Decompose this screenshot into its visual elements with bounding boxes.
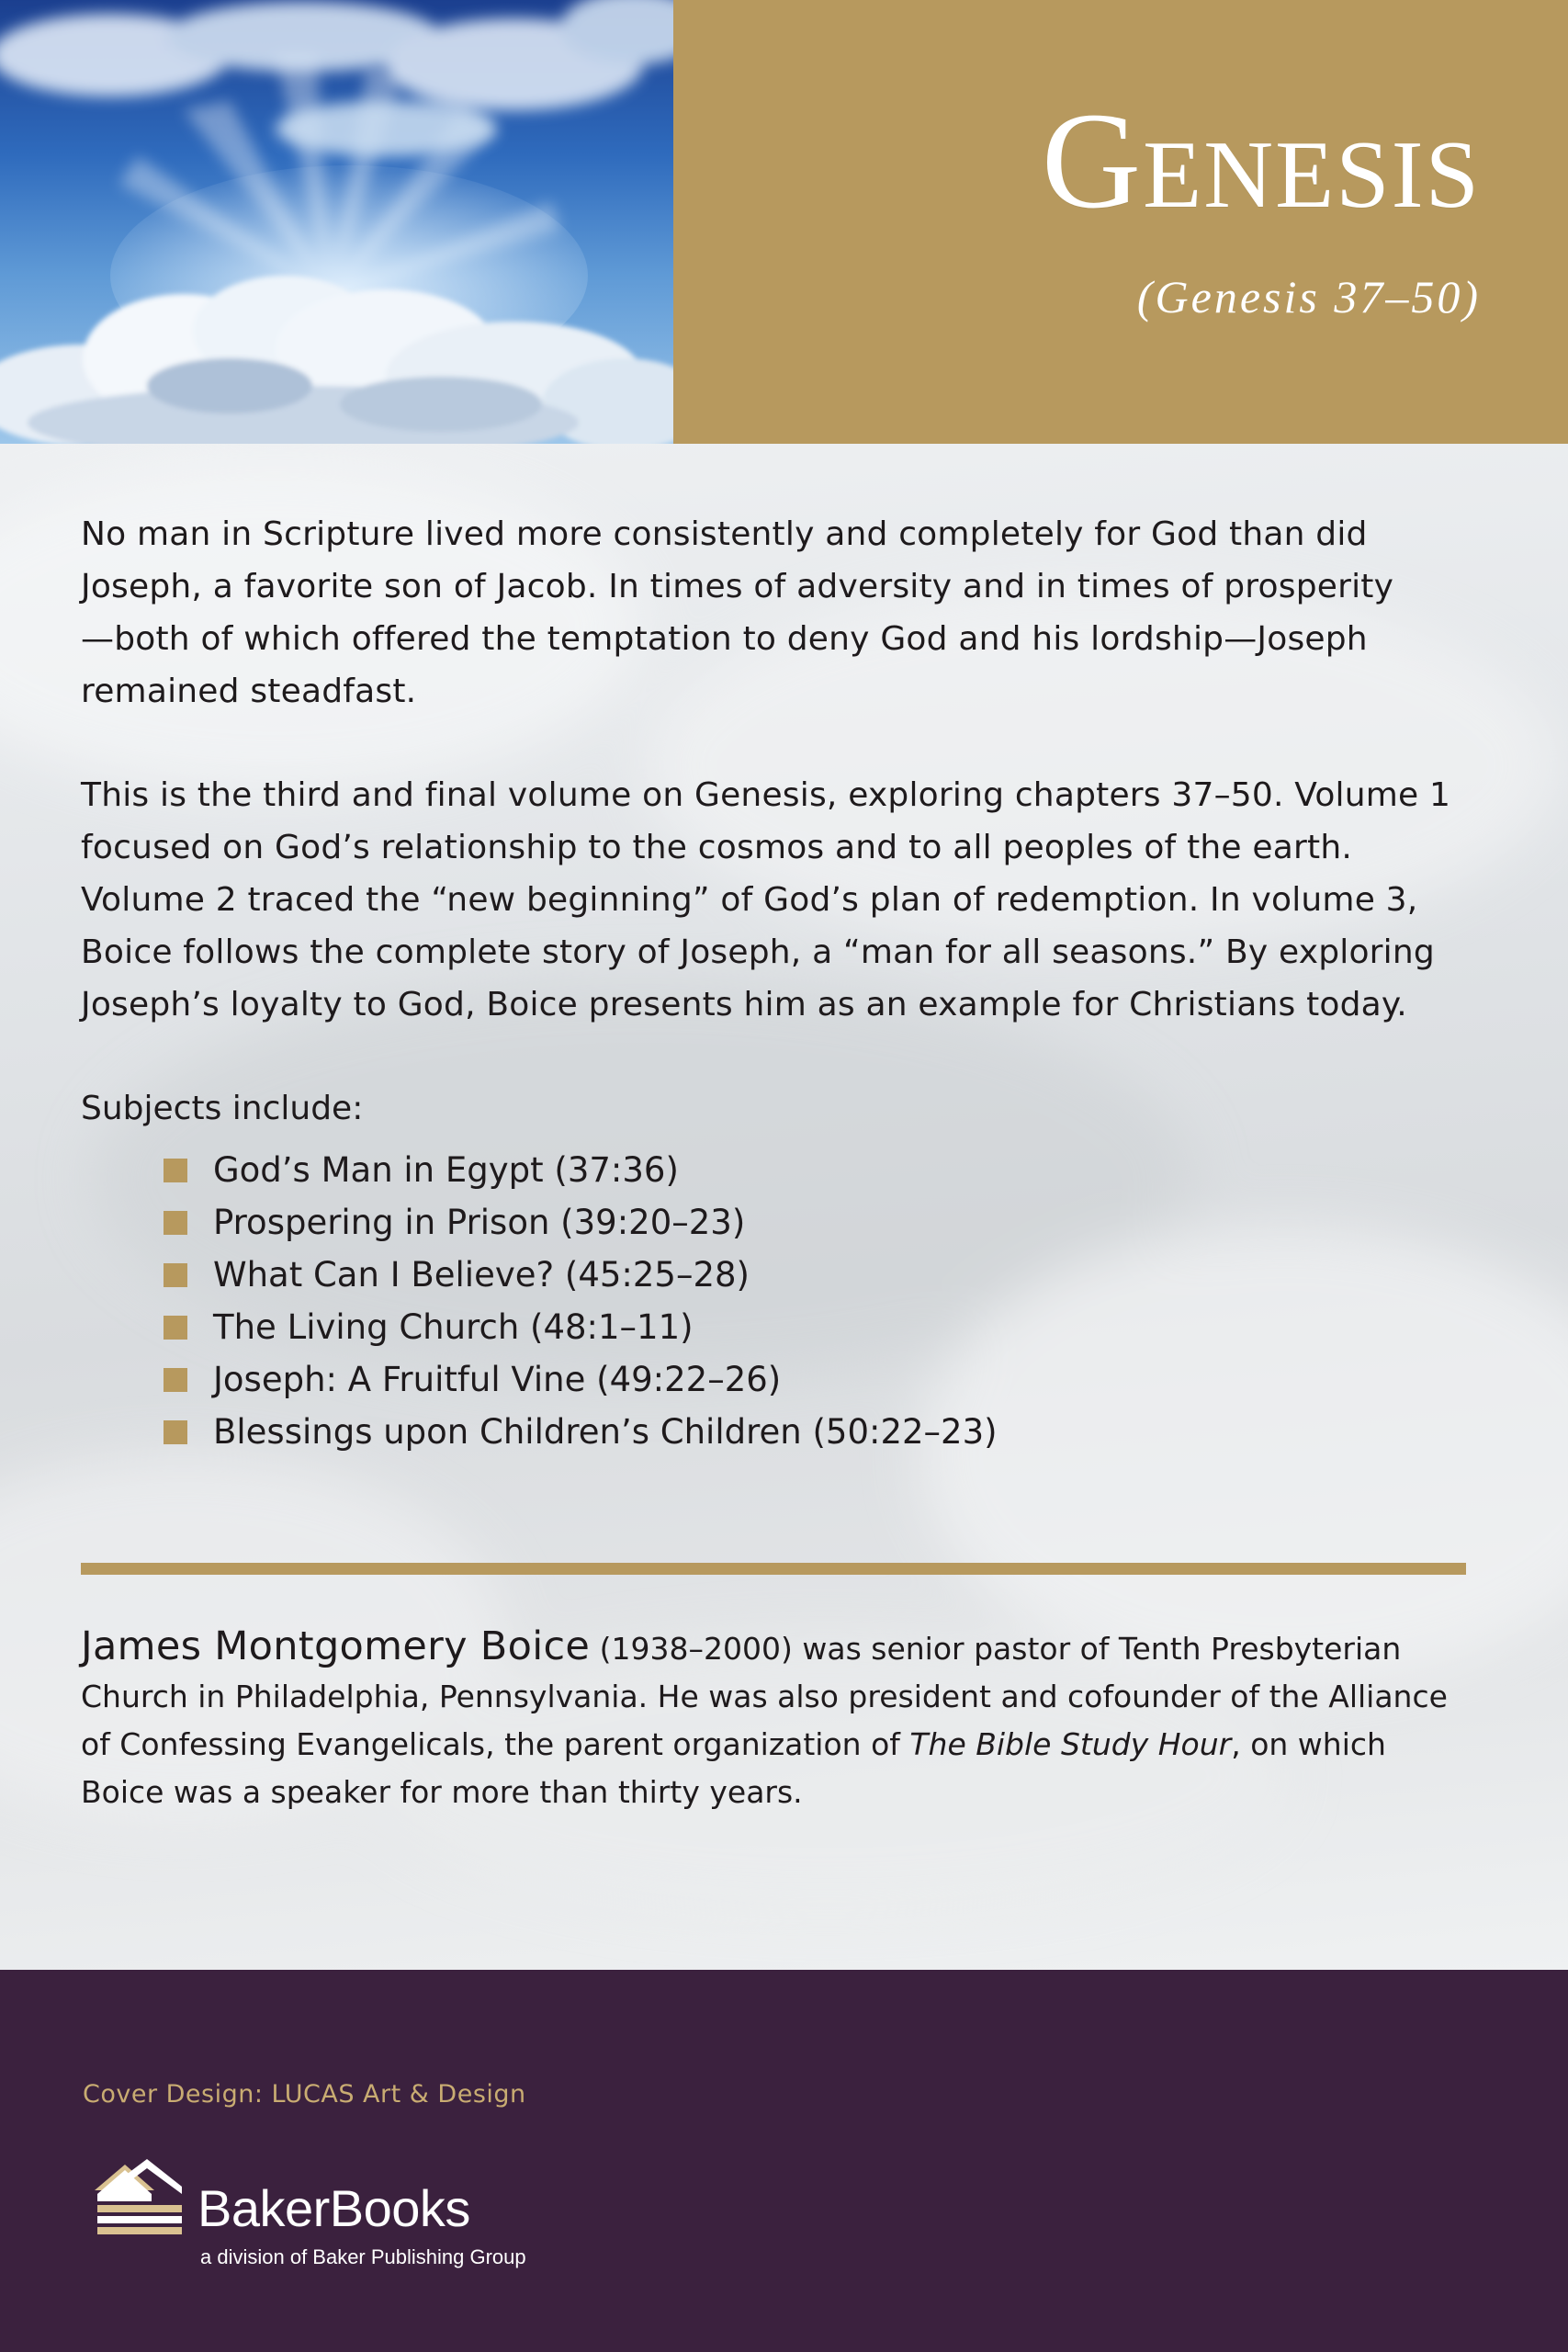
- subject-item: [164, 1301, 1477, 1353]
- program-title: The Bible Study Hour: [909, 1726, 1232, 1762]
- book-subtitle: (Genesis 37–50): [1136, 271, 1481, 322]
- publisher-name: BakerBooks: [197, 2179, 470, 2237]
- square-bullet-icon: [164, 1211, 187, 1235]
- square-bullet-icon: [164, 1159, 187, 1182]
- subjects-label: Subjects include:: [81, 1090, 364, 1127]
- sky-clouds-illustration: [0, 0, 673, 444]
- subject-text: God’s Man in Egypt (37:36): [213, 1150, 679, 1190]
- book-title: Genesis: [1041, 85, 1481, 237]
- square-bullet-icon: [164, 1316, 187, 1340]
- subject-text: The Living Church (48:1–11): [213, 1307, 694, 1347]
- description-paragraph-2: This is the third and final volume on Genesis, exploring chapters 37–50. Volume 1 focused on God’s relationship to the cosmos and to all peoples of the earth. Volume 2 traced the “new beginning” of God’s plan of redemption. In volume 3, Boice follows the complete story of Joseph, a “man for all seasons.” By exploring Joseph’s loyalty to God, Boice presents him as an example for Christians today.: [81, 776, 1451, 1023]
- square-bullet-icon: [164, 1420, 187, 1444]
- square-bullet-icon: [164, 1368, 187, 1392]
- author-bio-text-2: , on which Boice was a speaker for more than thirty years.: [81, 1726, 1386, 1810]
- author-bio-text-1: (1938–2000) was senior pastor of Tenth Presbyterian Church in Philadelphia, Pennsylvania. He was also president and cofounder of the Alliance of Confessing Evangelicals, the parent organization of: [81, 1631, 1448, 1762]
- subject-list: [164, 1144, 1477, 1458]
- author-bio: [81, 1623, 1477, 1816]
- subject-item: [164, 1249, 1477, 1301]
- subject-item: [164, 1144, 1477, 1196]
- description-column: [81, 508, 1477, 1458]
- subject-item: [164, 1406, 1477, 1458]
- square-bullet-icon: [164, 1263, 187, 1287]
- subject-text: Joseph: A Fruitful Vine (49:22–26): [213, 1360, 782, 1399]
- sky-photo: [0, 0, 673, 444]
- subject-item: [164, 1353, 1477, 1406]
- author-name: James Montgomery Boice: [81, 1623, 591, 1669]
- subject-text: Prospering in Prison (39:20–23): [213, 1203, 746, 1242]
- subject-text: Blessings upon Children’s Children (50:22–23): [213, 1412, 998, 1452]
- description-paragraph-1: No man in Scripture lived more consistently and completely for God than did Joseph, a favorite son of Jacob. In times of adversity and in times of prosperity—both of which offered the temptation to deny God and his lordship—Joseph remained steadfast.: [81, 515, 1394, 710]
- subject-item: [164, 1196, 1477, 1249]
- title-panel: [673, 0, 1568, 444]
- subject-text: What Can I Believe? (45:25–28): [213, 1255, 750, 1295]
- body-area: [0, 444, 1568, 1970]
- divider-rule: [81, 1563, 1466, 1575]
- footer: [0, 1970, 1568, 2352]
- publisher-tagline: a division of Baker Publishing Group: [200, 2245, 526, 2268]
- baker-books-logo-icon: [90, 2154, 191, 2245]
- cover-design-credit: Cover Design: LUCAS Art & Design: [83, 2080, 526, 2109]
